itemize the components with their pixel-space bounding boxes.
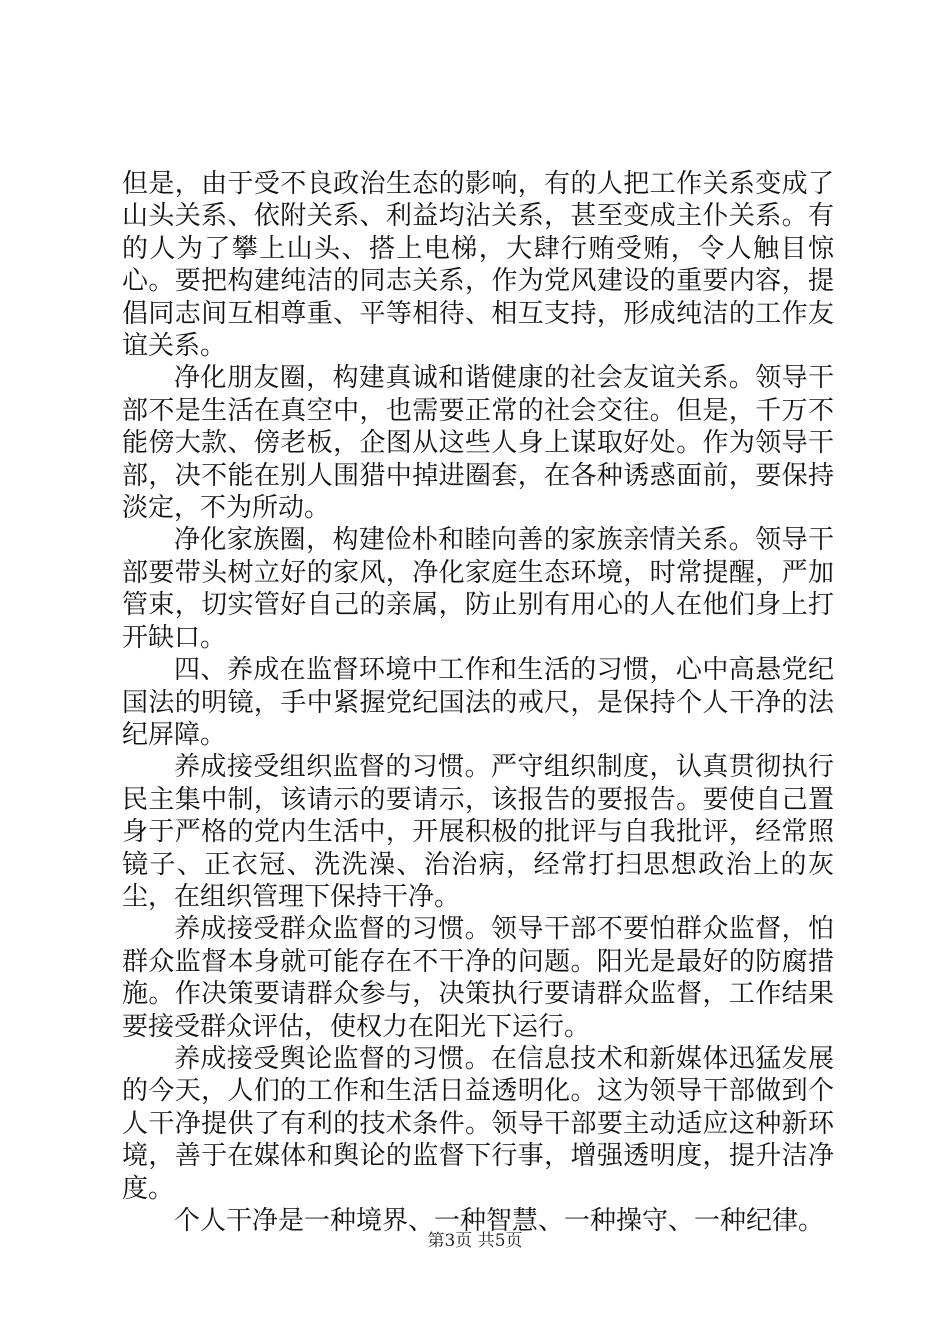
paragraph-2: 净化朋友圈，构建真诚和谐健康的社会友谊关系。领导干部不是生活在真空中，也需要正常的社会交往。但是，千万不能傍大款、傍老板，企图从这些人身上谋取好处。作为领导干部，决不能在别人围猎中掉进圈套，在各种诱惑面前，要保持淡定，不为所动。 bbox=[122, 363, 834, 524]
page-number-label: 第3页 共5页 bbox=[427, 1231, 523, 1251]
document-body bbox=[122, 168, 834, 1237]
paragraph-3: 净化家族圈，构建俭朴和睦向善的家族亲情关系。领导干部要带头树立好的家风，净化家庭生态环境，时常提醒，严加管束，切实管好自己的亲属，防止别有用心的人在他们身上打开缺口。 bbox=[122, 525, 834, 653]
paragraph-5: 养成接受组织监督的习惯。严守组织制度，认真贯彻执行民主集中制，该请示的要请示，该报告的要报告。要使自己置身于严格的党内生活中，开展积极的批评与自我批评，经常照镜子、正衣冠、洗洗澡、治治病，经常打扫思想政治上的灰尘，在组织管理下保持干净。 bbox=[122, 752, 834, 912]
paragraph-6: 养成接受群众监督的习惯。领导干部不要怕群众监督，怕群众监督本身就可能存在不干净的问题。阳光是最好的防腐措施。作决策要请群众参与，决策执行要请群众监督，工作结果要接受群众评估，使权力在阳光下运行。 bbox=[122, 914, 834, 1042]
page-footer bbox=[0, 1226, 950, 1251]
paragraph-4: 四、养成在监督环境中工作和生活的习惯，心中高悬党纪国法的明镜，手中紧握党纪国法的戒尺，是保持个人干净的法纪屏障。 bbox=[122, 655, 834, 750]
paragraph-8: 个人干净是一种境界、一种智慧、一种操守、一种纪律。 bbox=[174, 1206, 825, 1236]
paragraph-1: 但是，由于受不良政治生态的影响，有的人把工作关系变成了山头关系、依附关系、利益均沾关系，甚至变成主仆关系。有的人为了攀上山头、搭上电梯，大肆行贿受贿，令人触目惊心。要把构建纯洁的同志关系，作为党风建设的重要内容，提倡同志间互相尊重、平等相待、相互支持，形成纯洁的工作友谊关系。 bbox=[122, 169, 834, 362]
paragraph-7: 养成接受舆论监督的习惯。在信息技术和新媒体迅猛发展的今天，人们的工作和生活日益透明化。这为领导干部做到个人干净提供了有利的技术条件。领导干部要主动适应这种新环境，善于在媒体和舆论的监督下行事，增强透明度，提升洁净度。 bbox=[122, 1043, 834, 1204]
